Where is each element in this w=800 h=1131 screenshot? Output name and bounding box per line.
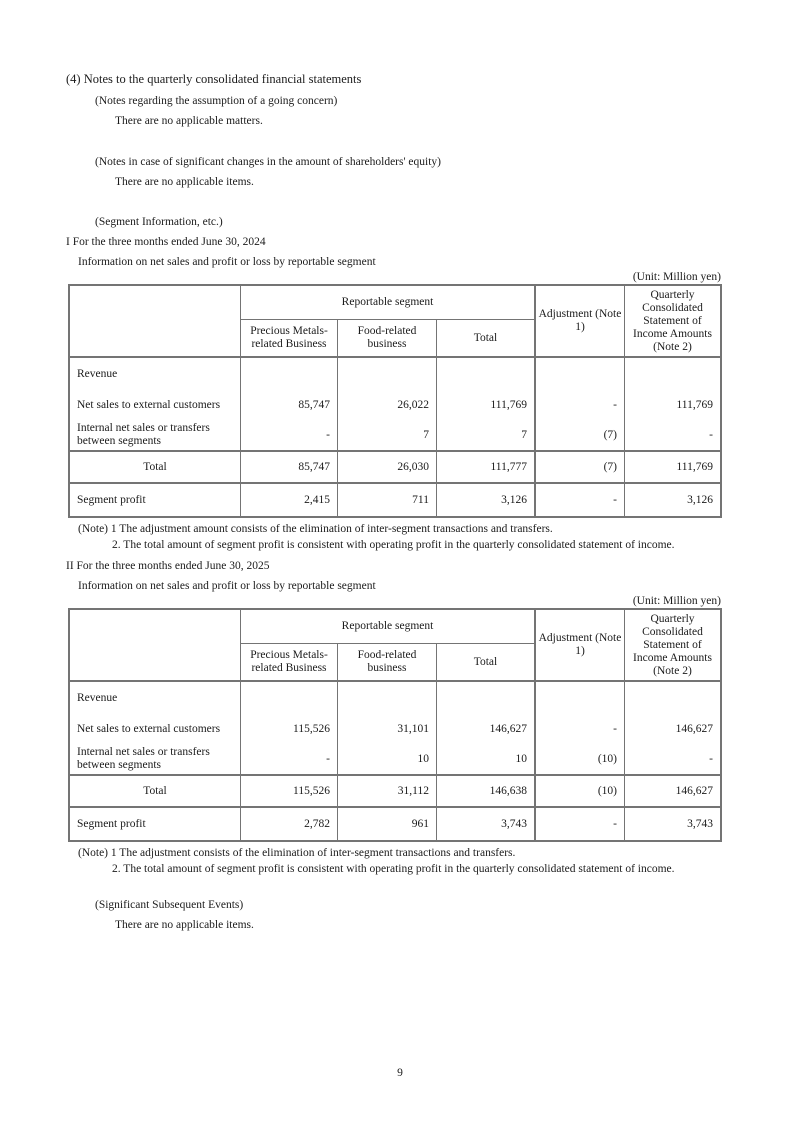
header-quarterly-consolidated: Quarterly Consolidated Statement of Income Amounts (Note 2) bbox=[625, 610, 720, 682]
table-cell: - bbox=[625, 420, 720, 452]
table-cell bbox=[338, 682, 437, 714]
table-subheading-2024: Information on net sales and profit or loss by reportable segment bbox=[78, 256, 376, 268]
table-cell bbox=[625, 682, 720, 714]
table-cell bbox=[437, 682, 536, 714]
segment-period-2024 bbox=[0, 235, 800, 553]
table-cell: 115,526 bbox=[241, 714, 338, 744]
segment-period-2025 bbox=[0, 559, 800, 877]
table-cell: 7 bbox=[338, 420, 437, 452]
subsequent-events-body: There are no applicable items. bbox=[115, 919, 254, 931]
table-cell: 115,526 bbox=[241, 776, 338, 808]
table-cell bbox=[536, 682, 625, 714]
table-cell: - bbox=[536, 484, 625, 516]
row-label-segment-profit: Segment profit bbox=[70, 808, 241, 840]
table-cell: 85,747 bbox=[241, 452, 338, 484]
table-cell: 3,126 bbox=[437, 484, 536, 516]
unit-label-2025: (Unit: Million yen) bbox=[632, 595, 721, 607]
period-heading-2024: I For the three months ended June 30, 2024 bbox=[66, 236, 266, 248]
subsequent-events-title: (Significant Subsequent Events) bbox=[95, 899, 244, 911]
table-note-2: 2. The total amount of segment profit is consistent with operating profit in the quarterly consolidated statement of income. bbox=[112, 863, 675, 875]
header-total: Total bbox=[437, 320, 536, 358]
table-cell: 26,022 bbox=[338, 390, 437, 420]
equity-note-body: There are no applicable items. bbox=[115, 176, 254, 188]
table-cell: 146,627 bbox=[437, 714, 536, 744]
row-label-segment-profit: Segment profit bbox=[70, 484, 241, 516]
table-cell: 711 bbox=[338, 484, 437, 516]
row-label-revenue: Revenue bbox=[70, 358, 241, 390]
table-cell bbox=[241, 682, 338, 714]
table-cell: 111,769 bbox=[676, 398, 713, 411]
segment-table-2024 bbox=[68, 284, 722, 518]
table-note-1: (Note) 1 The adjustment consists of the elimination of inter-segment transactions and transfers. bbox=[78, 847, 516, 859]
table-cell: 3,743 bbox=[437, 808, 536, 840]
table-note-1: (Note) 1 The adjustment amount consists of the elimination of inter-segment transactions and transfers. bbox=[78, 523, 553, 535]
table-cell: - bbox=[241, 744, 338, 776]
table-cell: 111,769 bbox=[625, 452, 720, 484]
table-cell: 146,627 bbox=[675, 722, 713, 735]
table-cell: 7 bbox=[437, 420, 536, 452]
header-food-related: Food-related business bbox=[338, 320, 437, 358]
table-subheading-2025: Information on net sales and profit or loss by reportable segment bbox=[78, 580, 376, 592]
header-reportable-segment: Reportable segment bbox=[241, 610, 536, 644]
table-cell: 146,627 bbox=[625, 776, 720, 808]
segment-table-2025 bbox=[68, 608, 722, 842]
header-quarterly-consolidated: Quarterly Consolidated Statement of Income Amounts (Note 2) bbox=[625, 286, 720, 358]
row-label-revenue: Revenue bbox=[70, 682, 241, 714]
header-precious-metals: Precious Metals-related Business bbox=[241, 320, 338, 358]
table-cell: 3,126 bbox=[687, 493, 713, 506]
segment-information-title: (Segment Information, etc.) bbox=[95, 216, 223, 228]
page-title: (4) Notes to the quarterly consolidated financial statements bbox=[66, 72, 362, 86]
table-cell: (7) bbox=[536, 420, 625, 452]
header-adjustment: Adjustment (Note 1) bbox=[536, 286, 625, 358]
unit-label-2024: (Unit: Million yen) bbox=[632, 271, 721, 283]
going-concern-body: There are no applicable matters. bbox=[115, 115, 263, 127]
period-heading-2025: II For the three months ended June 30, 2025 bbox=[66, 560, 270, 572]
table-cell bbox=[437, 358, 536, 390]
table-cell: 146,638 bbox=[437, 776, 536, 808]
table-cell: (7) bbox=[536, 452, 625, 484]
row-label-net-sales: Net sales to external customers bbox=[70, 390, 241, 420]
header-food-related: Food-related business bbox=[338, 644, 437, 682]
table-cell: - bbox=[536, 714, 625, 744]
row-label-net-sales: Net sales to external customers bbox=[70, 714, 241, 744]
table-cell: 31,112 bbox=[338, 776, 437, 808]
table-cell: 3,743 bbox=[687, 817, 713, 830]
table-cell: 26,030 bbox=[338, 452, 437, 484]
table-cell: - bbox=[625, 744, 720, 776]
header-adjustment: Adjustment (Note 1) bbox=[536, 610, 625, 682]
table-cell: 111,769 bbox=[437, 390, 536, 420]
table-cell: 111,777 bbox=[437, 452, 536, 484]
row-label-total: Total bbox=[70, 452, 241, 484]
table-cell: (10) bbox=[536, 776, 625, 808]
table-cell: 85,747 bbox=[241, 390, 338, 420]
header-precious-metals: Precious Metals-related Business bbox=[241, 644, 338, 682]
row-label-internal-net-sales: Internal net sales or transfers between segments bbox=[70, 420, 241, 452]
table-cell: 10 bbox=[338, 744, 437, 776]
equity-note-title: (Notes in case of significant changes in the amount of shareholders' equity) bbox=[95, 156, 442, 168]
header-total: Total bbox=[437, 644, 536, 682]
header-reportable-segment: Reportable segment bbox=[241, 286, 536, 320]
table-cell: 10 bbox=[437, 744, 536, 776]
table-cell bbox=[338, 358, 437, 390]
table-cell: 2,782 bbox=[241, 808, 338, 840]
going-concern-title: (Notes regarding the assumption of a going concern) bbox=[95, 95, 338, 107]
table-cell bbox=[536, 358, 625, 390]
table-cell: - bbox=[536, 390, 625, 420]
table-note-2: 2. The total amount of segment profit is consistent with operating profit in the quarterly consolidated statement of income. bbox=[112, 539, 675, 551]
table-cell: (10) bbox=[536, 744, 625, 776]
row-label-total: Total bbox=[70, 776, 241, 808]
table-corner-cell bbox=[70, 610, 241, 682]
table-cell: 31,101 bbox=[338, 714, 437, 744]
page-number: 9 bbox=[397, 1067, 403, 1079]
row-label-internal-net-sales: Internal net sales or transfers between segments bbox=[70, 744, 241, 776]
table-cell: - bbox=[241, 420, 338, 452]
table-cell bbox=[241, 358, 338, 390]
table-corner-cell bbox=[70, 286, 241, 358]
table-cell bbox=[625, 358, 720, 390]
table-cell: 2,415 bbox=[241, 484, 338, 516]
table-cell: 961 bbox=[338, 808, 437, 840]
table-cell: - bbox=[536, 808, 625, 840]
